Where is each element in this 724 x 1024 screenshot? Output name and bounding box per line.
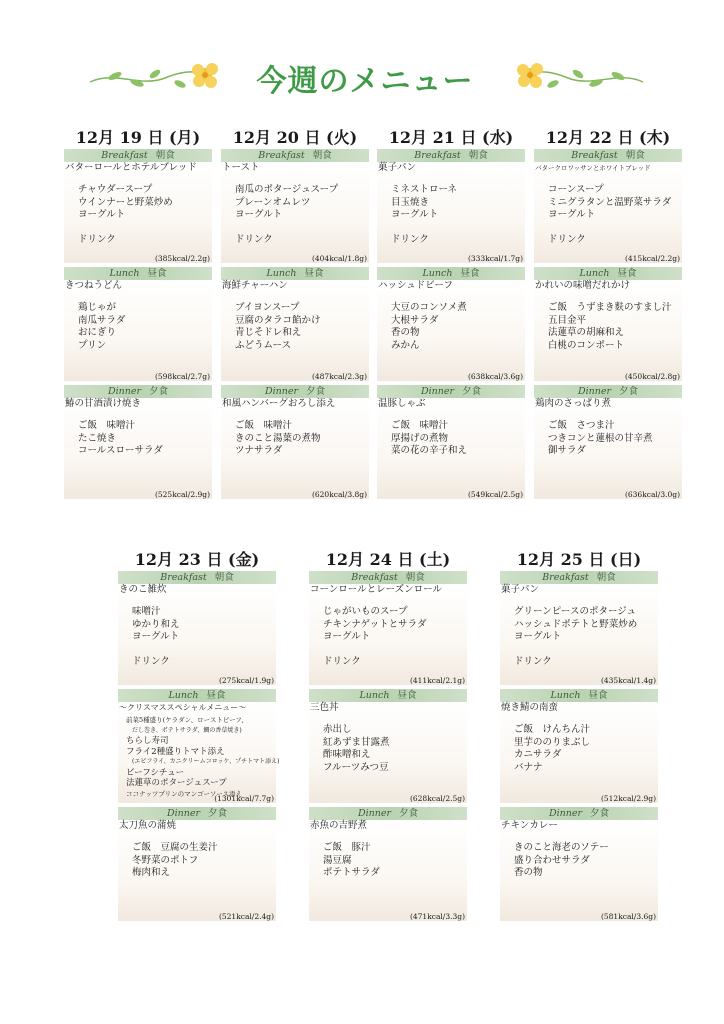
day-column: [309, 549, 467, 925]
side-items: [64, 420, 212, 458]
side-item: 豆腐のタラコ餡かけ: [235, 314, 321, 326]
side-items: [64, 302, 212, 352]
breakfast-header: [500, 571, 658, 584]
main-dish: 菓子パン: [501, 584, 540, 595]
meal-body: [221, 398, 369, 499]
meal-body: [534, 162, 682, 263]
side-item: 五目金平: [548, 314, 587, 326]
main-dish: 和風ハンバーグおろし添え: [222, 398, 336, 409]
breakfast-section: [534, 149, 682, 267]
meal-head-en: Dinner: [548, 808, 583, 819]
breakfast-header: [377, 149, 525, 162]
main-dish: バタークロワッサンとホワイトブレッド: [535, 164, 651, 172]
meal-body: [64, 162, 212, 263]
side-item: 香の物: [391, 327, 420, 338]
side-item: 紅あずま甘露煮: [323, 736, 390, 748]
side-item: ポテトサラダ: [323, 867, 380, 878]
side-item: [391, 222, 525, 235]
side-item: ゆかり和え: [132, 618, 180, 630]
side-item: ビーフシチュー: [126, 767, 185, 778]
calorie-info: (636kcal/3.0g): [624, 490, 680, 499]
calorie-info: (628kcal/2.5g): [409, 794, 465, 803]
day-column: [534, 127, 682, 503]
side-item: 梅肉和え: [132, 867, 171, 878]
side-item: おにぎり: [78, 327, 117, 338]
lunch-section: [377, 267, 525, 385]
meal-head-ja: 昼食: [397, 690, 417, 701]
main-dish: 焼き鯖の南蛮: [501, 702, 559, 713]
meal-head-ja: 朝食: [405, 572, 425, 583]
side-item: ヨーグルト: [132, 631, 180, 642]
side-item: 目玉焼き: [391, 196, 430, 208]
meal-body: [377, 398, 525, 499]
side-item: ヨーグルト: [391, 209, 439, 220]
side-item: 赤出し: [323, 724, 352, 735]
side-item: 大根サラダ: [391, 314, 439, 326]
side-item: ご飯 味噌汁: [235, 420, 293, 431]
meal-body: [500, 702, 658, 803]
meal-head-ja: 夕食: [462, 386, 482, 397]
calorie-info: (275kcal/1.9g): [218, 676, 274, 685]
side-item: 南瓜のポタージュスープ: [235, 184, 339, 195]
meal-body: [118, 820, 276, 921]
meal-body: [118, 584, 276, 685]
side-item: カニサラダ: [514, 749, 562, 760]
meal-body: [377, 280, 525, 381]
lunch-section: [500, 689, 658, 807]
day-date: 12月 22 日 (木): [545, 128, 671, 147]
side-item: 青じそドレ和え: [235, 327, 302, 338]
calorie-info: (1301kcal/7.7g): [214, 794, 274, 803]
side-item: ドリンク: [323, 656, 361, 667]
day-column: [500, 549, 658, 925]
meal-head-ja: 夕食: [399, 808, 419, 819]
meal-head-en: Dinner: [107, 386, 142, 397]
side-item: ツナサラダ: [235, 445, 283, 456]
calorie-info: (411kcal/2.1g): [409, 676, 465, 685]
side-item: コールスローサラダ: [78, 445, 163, 456]
lunch-header: [221, 267, 369, 280]
main-dish: きつねうどん: [65, 280, 123, 291]
meal-head-en: Dinner: [264, 386, 299, 397]
side-item: ご飯 豆腐の生姜汁: [132, 842, 218, 853]
meal-head-ja: 朝食: [468, 150, 488, 161]
side-item: ご飯 うずまき麩のすまし汁: [548, 302, 672, 313]
meal-body: [500, 820, 658, 921]
meal-head-en: Breakfast: [160, 572, 207, 583]
side-items: [534, 302, 682, 352]
meal-head-ja: 昼食: [147, 268, 167, 279]
breakfast-section: [221, 149, 369, 267]
side-item: ヨーグルト: [323, 631, 371, 642]
meal-head-ja: 夕食: [208, 808, 228, 819]
meal-body: [64, 398, 212, 499]
dinner-header: [221, 385, 369, 398]
meal-body: [534, 398, 682, 499]
meal-body: [221, 162, 369, 263]
side-item: 前菜5種盛り(ケラダン、ローストビーフ、: [126, 716, 248, 724]
side-items: [500, 842, 658, 880]
meal-head-ja: 夕食: [619, 386, 639, 397]
lunch-section: [64, 267, 212, 385]
side-item: 大豆のコンソメ煮: [391, 302, 467, 313]
dinner-header: [534, 385, 682, 398]
breakfast-header: [309, 571, 467, 584]
main-dish: 温豚しゃぶ: [378, 398, 426, 409]
main-dish: 菓子パン: [378, 162, 417, 173]
meal-head-en: Dinner: [166, 808, 201, 819]
calorie-info: (512kcal/2.9g): [600, 794, 656, 803]
breakfast-header: [118, 571, 276, 584]
calorie-info: (620kcal/3.8g): [311, 490, 367, 499]
day-column: [118, 549, 280, 925]
side-items: [534, 184, 682, 247]
side-items: [118, 606, 276, 669]
meal-head-en: Breakfast: [101, 150, 148, 161]
meal-head-en: Lunch: [422, 268, 453, 279]
side-item: きのこと海老のソテー: [514, 842, 609, 853]
side-item: ウインナーと野菜炒め: [78, 196, 173, 208]
side-item: [235, 222, 369, 235]
side-item: ご飯 味噌汁: [391, 420, 449, 431]
meal-head-en: Breakfast: [414, 150, 461, 161]
main-dish: 赤魚の吉野煮: [310, 820, 368, 831]
side-items: [309, 606, 467, 669]
meal-head-en: Breakfast: [351, 572, 398, 583]
meal-head-ja: 朝食: [214, 572, 234, 583]
side-item: じゃがいものスープ: [323, 606, 408, 617]
side-item: ちらし寿司: [126, 736, 169, 746]
meal-head-en: Lunch: [266, 268, 297, 279]
breakfast-section: [118, 571, 276, 689]
side-item: [548, 222, 682, 235]
main-dish: 海鮮チャーハン: [222, 280, 288, 291]
dinner-header: [118, 807, 276, 820]
side-items: [377, 184, 525, 247]
main-dish: バターロールとホテルブレッド: [65, 162, 197, 173]
dinner-header: [309, 807, 467, 820]
meal-head-en: Breakfast: [571, 150, 618, 161]
calorie-info: (385kcal/2.2g): [154, 254, 210, 263]
side-item: チャウダースープ: [78, 184, 153, 195]
side-item: ドリンク: [391, 234, 429, 245]
side-items: [221, 302, 369, 352]
side-items: [377, 420, 525, 458]
meal-body: [221, 280, 369, 381]
side-item: 冬野菜のポトフ: [132, 854, 199, 866]
main-dish: ～クリスマススペシャルメニュー～: [119, 703, 247, 712]
meal-body: [377, 162, 525, 263]
lunch-header: [64, 267, 212, 280]
side-items: [64, 184, 212, 247]
main-dish: 太刀魚の蒲焼: [119, 820, 177, 831]
side-item: ご飯 味噌汁: [78, 420, 136, 431]
lunch-section: [309, 689, 467, 807]
meal-head-ja: 朝食: [155, 150, 175, 161]
calorie-info: (435kcal/1.4g): [600, 676, 656, 685]
calorie-info: (450kcal/2.8g): [624, 372, 680, 381]
side-item: [78, 222, 212, 235]
calorie-info: (581kcal/3.6g): [600, 912, 656, 921]
lunch-header: [118, 689, 276, 702]
meal-head-ja: 朝食: [312, 150, 332, 161]
main-dish: 三色丼: [310, 702, 339, 713]
dinner-section: [118, 807, 276, 925]
side-item: グリーンピースのポタージュ: [514, 606, 637, 617]
side-item: みかん: [391, 339, 420, 351]
side-items: [221, 420, 369, 458]
side-item: [323, 644, 467, 657]
side-items: [309, 724, 467, 774]
side-item: プリン: [78, 339, 107, 351]
side-item: 盛り合わせサラダ: [514, 854, 590, 866]
side-item: ドリンク: [235, 234, 273, 245]
side-item: ヨーグルト: [514, 631, 562, 642]
main-dish: ハッシュドビーフ: [378, 280, 453, 291]
side-item: たこ焼き: [78, 432, 117, 444]
calorie-info: (521kcal/2.4g): [218, 912, 274, 921]
dinner-section: [377, 385, 525, 503]
side-item: チキンナゲットとサラダ: [323, 618, 427, 630]
meal-head-en: Lunch: [359, 690, 390, 701]
main-dish: かれいの味噌だれかけ: [535, 280, 631, 291]
side-item: 湯豆腐: [323, 854, 352, 866]
side-item: ご飯 豚汁: [323, 842, 371, 853]
flower-vine-icon: [508, 50, 648, 100]
side-item: プレーンオムレツ: [235, 196, 311, 208]
side-item: 菜の花の辛子和え: [391, 445, 468, 456]
main-dish: チキンカレー: [501, 820, 558, 831]
calorie-info: (487kcal/2.3g): [311, 372, 367, 381]
dinner-section: [534, 385, 682, 503]
breakfast-section: [500, 571, 658, 689]
main-dish: トースト: [222, 162, 260, 173]
meal-head-ja: 夕食: [149, 386, 169, 397]
side-items: [500, 724, 658, 774]
dinner-header: [64, 385, 212, 398]
dinner-section: [64, 385, 212, 503]
meal-body: [64, 280, 212, 381]
side-item: ミニグラタンと温野菜サラダ: [548, 196, 672, 208]
calorie-info: (638kcal/3.6g): [467, 372, 523, 381]
meal-body: [500, 584, 658, 685]
side-items: [500, 606, 658, 669]
calorie-info: (415kcal/2.2g): [624, 254, 680, 263]
dinner-section: [309, 807, 467, 925]
side-item: フルーツみつ豆: [323, 761, 389, 773]
dinner-header: [500, 807, 658, 820]
dinner-section: [500, 807, 658, 925]
lunch-header: [377, 267, 525, 280]
side-item: ミネストローネ: [391, 184, 458, 195]
side-item: 味噌汁: [132, 606, 161, 617]
side-item: ドリンク: [514, 656, 552, 667]
lunch-section: [534, 267, 682, 385]
side-item: 厚揚げの煮物: [391, 432, 449, 444]
lunch-section: [221, 267, 369, 385]
side-item: 鶏じゃが: [78, 302, 117, 313]
meal-head-en: Dinner: [420, 386, 455, 397]
day-column: [377, 127, 525, 503]
meal-head-en: Lunch: [579, 268, 610, 279]
side-item: 法蓮草のポタージュスープ: [126, 778, 227, 788]
side-item: ブイヨンスープ: [235, 302, 300, 313]
side-items: [118, 842, 276, 880]
side-item: コーンスープ: [548, 184, 604, 195]
meal-body: [309, 584, 467, 685]
day-date: 12月 24 日 (土): [325, 550, 451, 569]
side-item: つきコンと蓮根の甘辛煮: [548, 432, 653, 444]
dinner-header: [377, 385, 525, 398]
breakfast-header: [221, 149, 369, 162]
side-item: 南瓜サラダ: [78, 314, 126, 326]
main-dish: 鶏肉のさっぱり煮: [535, 398, 612, 409]
page-title: 今週のメニュー: [256, 64, 474, 99]
meal-body: [118, 702, 280, 803]
meal-head-ja: 朝食: [625, 150, 645, 161]
side-item: (エビフライ、カニクリームコロッケ、プチトマト添え): [132, 758, 280, 765]
meal-body: [309, 702, 467, 803]
header: [0, 50, 724, 110]
main-dish: 鰆の甘酒漬け焼き: [65, 398, 142, 409]
meal-head-ja: 昼食: [588, 690, 608, 701]
meal-head-en: Breakfast: [542, 572, 589, 583]
side-item: [514, 644, 658, 657]
day-date: 12月 19 日 (月): [75, 128, 201, 147]
meal-head-en: Lunch: [550, 690, 581, 701]
side-item: ドリンク: [132, 656, 170, 667]
calorie-info: (598kcal/2.7g): [154, 372, 210, 381]
side-item: 香の物: [514, 867, 543, 878]
side-item: きのこと湯葉の煮物: [235, 432, 321, 444]
side-item: 酢味噌和え: [323, 749, 371, 760]
main-dish: きのこ雑炊: [119, 584, 167, 595]
day-column: [221, 127, 369, 503]
side-item: 御サラダ: [548, 445, 586, 456]
side-item: ご飯 さつま汁: [548, 420, 615, 431]
breakfast-section: [309, 571, 467, 689]
side-items: [534, 420, 682, 458]
day-date: 12月 23 日 (金): [134, 550, 260, 569]
breakfast-section: [64, 149, 212, 267]
meal-head-en: Lunch: [168, 690, 199, 701]
side-item: ココナッツプリンのマンゴーソース添え: [126, 789, 243, 798]
day-date: 12月 21 日 (水): [388, 128, 514, 147]
lunch-header: [309, 689, 467, 702]
meal-head-en: Breakfast: [258, 150, 305, 161]
side-item: ご飯 けんちん汁: [514, 724, 591, 735]
lunch-header: [500, 689, 658, 702]
side-items: [377, 302, 525, 352]
meal-body: [534, 280, 682, 381]
breakfast-section: [377, 149, 525, 267]
meal-head-ja: 昼食: [304, 268, 324, 279]
day-column: [64, 127, 212, 503]
side-item: [132, 644, 276, 657]
side-item: ハッシュドポテトと野菜炒め: [514, 618, 638, 630]
side-item: ヨーグルト: [78, 209, 126, 220]
main-dish: コーンロールとレーズンロール: [310, 584, 442, 595]
meal-head-en: Lunch: [109, 268, 140, 279]
side-item: だし巻き、ポテトサラダ、鯛の香草焼き): [132, 726, 242, 734]
day-date: 12月 20 日 (火): [232, 128, 358, 147]
lunch-section: [118, 689, 280, 807]
meal-head-ja: 朝食: [596, 572, 616, 583]
side-item: ヨーグルト: [548, 209, 596, 220]
meal-head-ja: 昼食: [617, 268, 637, 279]
flower-vine-icon: [85, 50, 225, 100]
side-item: 法蓮草の胡麻和え: [548, 327, 625, 338]
side-item: ドリンク: [548, 234, 586, 245]
meal-head-ja: 夕食: [590, 808, 610, 819]
meal-head-en: Dinner: [577, 386, 612, 397]
side-item: 里芋ののりまぶし: [514, 736, 591, 748]
calorie-info: (471kcal/3.3g): [409, 912, 465, 921]
calorie-info: (549kcal/2.5g): [467, 490, 523, 499]
meal-head-ja: 夕食: [306, 386, 326, 397]
breakfast-header: [64, 149, 212, 162]
meal-head-ja: 昼食: [206, 690, 226, 701]
meal-body: [309, 820, 467, 921]
side-item: バナナ: [514, 761, 543, 773]
meal-head-en: Dinner: [357, 808, 392, 819]
side-item: ふどうムース: [235, 339, 292, 351]
day-date: 12月 25 日 (日): [516, 550, 642, 569]
side-item: フライ2種盛りトマト添え: [126, 746, 225, 757]
breakfast-header: [534, 149, 682, 162]
side-item: ヨーグルト: [235, 209, 283, 220]
lunch-header: [534, 267, 682, 280]
meal-head-ja: 昼食: [460, 268, 480, 279]
calorie-info: (333kcal/1.7g): [467, 254, 523, 263]
side-item: ドリンク: [78, 234, 116, 245]
side-items: [309, 842, 467, 880]
side-items: [118, 715, 280, 799]
side-item: 白桃のコンポート: [548, 339, 625, 351]
dinner-section: [221, 385, 369, 503]
side-items: [221, 184, 369, 247]
calorie-info: (404kcal/1.8g): [311, 254, 367, 263]
calorie-info: (525kcal/2.9g): [154, 490, 210, 499]
